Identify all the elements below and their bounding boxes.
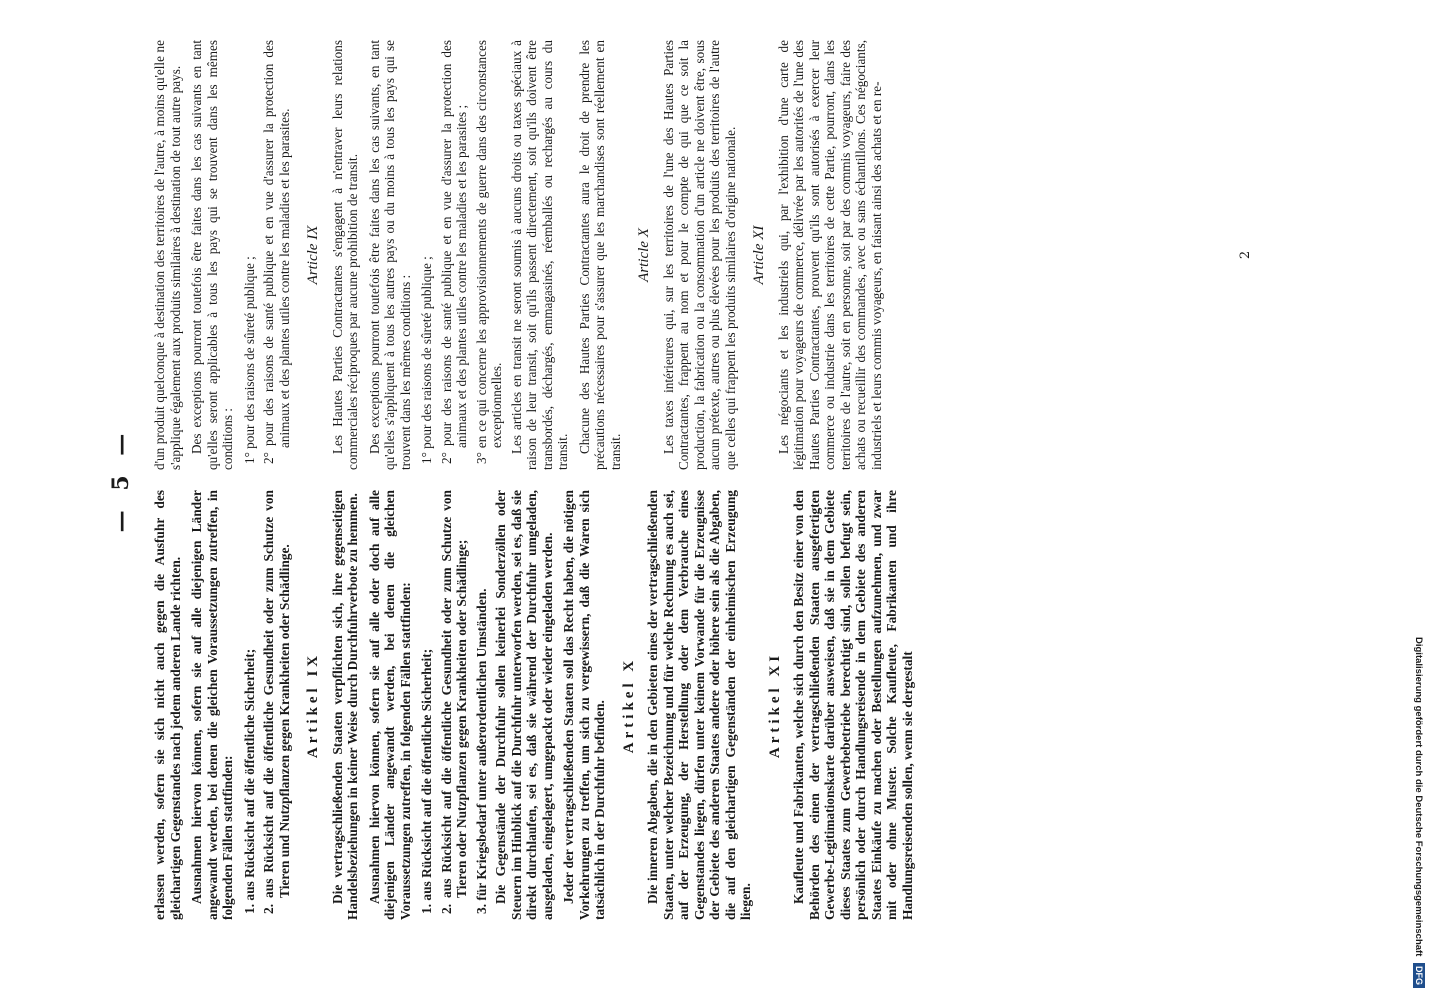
dfg-credit-text: Digitalisierung gefördert durch die Deutsche Forschungsgemeinschaft bbox=[1413, 637, 1424, 957]
german-column bbox=[152, 490, 1232, 920]
french-paragraph: Les Hautes Parties Contractantes s'engagent à n'entraver leurs relations commerciales réciproques par aucune prohibition de transit. bbox=[329, 40, 360, 470]
german-article-heading: Artikel X bbox=[620, 656, 637, 754]
german-paragraph: Ausnahmen hiervon können, sofern sie auf alle diejenigen Länder angewandt werden, bei denen die gleichen Voraussetzungen zutreffen, in folgenden Fällen stattfinden: bbox=[189, 490, 235, 920]
french-list-item: 3° en ce qui concerne les approvisionnements de guerre dans des circonstances exceptionnelles. bbox=[473, 40, 504, 464]
german-list-item: 1. aus Rücksicht auf die öffentliche Sicherheit; bbox=[419, 648, 434, 914]
french-column bbox=[152, 40, 1232, 470]
french-article-heading: Article IX bbox=[305, 225, 321, 285]
german-paragraph: Ausnahmen hiervon können, sofern sie auf alle oder doch auf alle diejenigen Länder angewandt werden, bei denen die gleichen Voraussetzungen zutreffen, in folgenden Fällen stattfinden: bbox=[366, 490, 413, 920]
german-paragraph: Kaufleute und Fabrikanten, welche sich durch den Besitz einer von den Behörden des einen der vertragschließenden Staaten ausgefertigten Gewerbe-Legitimationskarte darüber ausweisen, daß sie in dem Gebiete dieses Staates zum Gewerbebetriebe berechtigt sind, sollen befugt sein, persönlich oder durch Handlungsreisende in dem Gebiete des anderen Staates Einkäufe zu machen oder Bestellungen aufzunehmen, und zwar mit oder ohne Muster. Solche Kaufleute, Fabrikanten und ihre Handlungsreisenden sollen, wenn sie dergestalt bbox=[791, 490, 915, 920]
french-list-item: 1° pour des raisons de sûreté publique ; bbox=[241, 256, 257, 464]
french-list-item: 2° pour des raisons de santé publique et en vue d'assurer la protection des animaux et des plantes utiles contre les maladies et les parasites ; bbox=[438, 40, 469, 464]
german-article-heading: Artikel IX bbox=[305, 651, 321, 759]
french-paragraph: Des exceptions pourront toutefois être faites dans les cas suivants, en tant qu'elles s'appliquent à tous les autres pays ou du moins à tous les pays qui se trouvent dans les mêmes conditions : bbox=[366, 40, 413, 470]
page-number: — 5 — bbox=[108, 427, 134, 533]
french-article-heading: Article X bbox=[636, 228, 652, 282]
dfg-credit bbox=[1404, 0, 1432, 1000]
french-paragraph: d'un produit quelconque à destination des territoires de l'autre, à moins qu'elle ne s'applique également aux produits similaires à destination de tout autre pays. bbox=[152, 40, 183, 470]
german-paragraph: Jeder der vertragschließenden Staaten soll das Recht haben, die nötigen Vorkehrungen zu treffen, um sich zu vergewissern, daß die Waren sich tatsächlich in der Durchfuhr befinden. bbox=[561, 490, 607, 920]
german-paragraph: Die vertragschließenden Staaten verpflichten sich, ihre gegenseitigen Handelsbeziehungen in keiner Weise durch Durchfuhrverbote zu hemmen. bbox=[329, 490, 360, 920]
french-list-item: 1° pour des raisons de sûreté publique ; bbox=[419, 256, 434, 464]
signature-number: 2 bbox=[1238, 250, 1253, 260]
french-paragraph: Les articles en transit ne seront soumis à aucuns droits ou taxes spéciaux à raison de leur transit, soit qu'ils passent directement, soit qu'ils doivent être transbordés, déchargés, emmagasinés, réemballés ou rechargés au cours du transit. bbox=[508, 40, 570, 470]
french-paragraph: Les taxes intérieures qui, sur les territoires de l'une des Hautes Parties Contractantes, frappent au nom et pour le compte de qui que ce soit la production, la fabrication ou la consommation d'un article ne doivent être, sous aucun prétexte, autres ou plus élevées pour les produits des territoires de l'autre que celles qui frappent les produits similaires d'origine nationale. bbox=[660, 40, 738, 470]
german-paragraph: Die inneren Abgaben, die in den Gebieten eines der vertragschließenden Staaten, unter welcher Bezeichnung und für welche Rechnung es auch sei, auf der Erzeugung, der Herstellung oder dem Verbrauche eines Gegenstandes liegen, dürfen unter keinem Vorwande für die Erzeugnisse der Gebiete des anderen Staates andere oder höhere sein als die Abgaben, die auf den gleichartigen Gegenständen der einheimischen Erzeugung liegen. bbox=[645, 490, 753, 920]
german-list-item: 2. aus Rücksicht auf die öffentliche Gesundheit oder zum Schutze von Tieren und Nutzpflanzen gegen Krankheiten oder Schädlinge. bbox=[261, 490, 292, 914]
german-list-item: 2. aus Rücksicht auf die öffentliche Gesundheit oder zum Schutze von Tieren oder Nutzpflanzen gegen Krankheiten oder Schädlinge; bbox=[438, 490, 469, 914]
dfg-logo: DFG bbox=[1413, 963, 1425, 988]
german-article-heading: Artikel XI bbox=[766, 651, 783, 759]
german-list-item: 3. für Kriegsbedarf unter außerordentlichen Umständen. bbox=[473, 588, 489, 914]
german-paragraph: erlassen werden, sofern sie sich nicht auch gegen die Ausfuhr des gleichartigen Gegenstandes nach jedem anderen Lande richten. bbox=[152, 490, 183, 920]
rotated-document-sheet bbox=[100, 20, 1330, 940]
french-paragraph: Les négociants et les industriels qui, par l'exhibition d'une carte de légitimation pour voyageurs de commerce, délivrée par les autorités de l'une des Hautes Parties Contractantes, prouvent qu'ils sont autorisés à exercer leur commerce ou industrie dans les territoires de cette Partie, pourront, dans les territoires de l'autre, soit en personne, soit par des commis voyageurs, faire des achats ou recueillir des commandes, avec ou sans échantillons. Ces négociants, industriels et leurs commis voyageurs, en faisant ainsi des achats et en re- bbox=[775, 40, 884, 470]
french-paragraph: Chacune des Hautes Parties Contractantes aura le droit de prendre les précautions nécessaires pour s'assurer que les marchandises sont réellement en transit. bbox=[576, 40, 623, 470]
german-list-item: 1. aus Rücksicht auf die öffentliche Sicherheit; bbox=[241, 648, 257, 914]
dfg-sidebar bbox=[1404, 0, 1432, 1000]
german-paragraph: Die Gegenstände der Durchfuhr sollen keinerlei Sonderzöllen oder Steuern im Hinblick auf die Durchfuhr unterworfen werden, sei es, daß sie direkt durchlaufen, sei es, daß sie während der Durchfuhr umgeladen, ausgeladen, eingelagert, umgepackt oder wieder eingeladen werden. bbox=[493, 490, 555, 920]
french-list-item: 2° pour des raisons de santé publique et en vue d'assurer la protection des animaux et des plantes utiles contre les maladies et les parasites. bbox=[261, 40, 292, 464]
french-article-heading: Article XI bbox=[751, 225, 767, 285]
french-paragraph: Des exceptions pourront toutefois être faites dans les cas suivants en tant qu'elles seront applicables à tous les pays qui se trouvent dans les mêmes conditions : bbox=[189, 40, 235, 470]
